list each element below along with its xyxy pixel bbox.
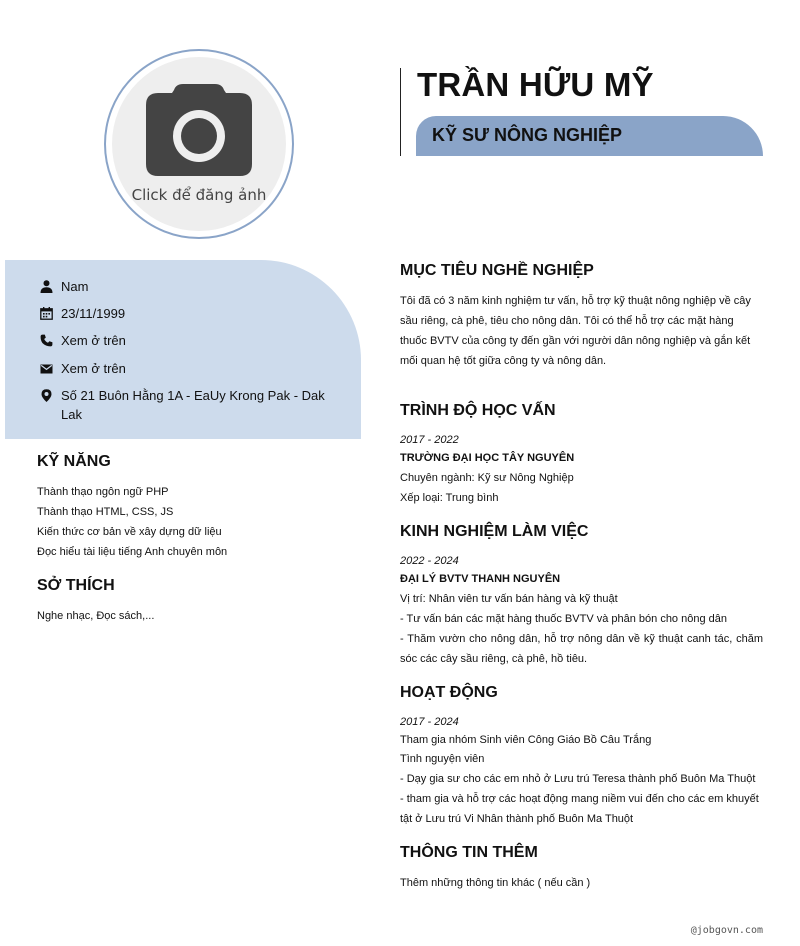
- camera-icon: [146, 84, 252, 176]
- objective-text: Tôi đã có 3 năm kinh nghiệm tư vấn, hỗ trợ kỹ thuật nông nghiệp về cây sầu riêng, cà phê, tiêu cho nông dân. Tôi có thể hỗ trợ các mặt hàng thuốc BVTV của công ty đến gần với người dân nông nghiệp và gắn kết mối quan hệ tốt giữa công ty và nông dân.: [400, 295, 751, 367]
- info-gender: [40, 279, 88, 296]
- activities-period: 2017 - 2024: [400, 716, 459, 728]
- birthday-value: 23/11/1999: [61, 306, 126, 321]
- job-title: KỸ SƯ NÔNG NGHIỆP: [432, 125, 622, 145]
- activities-org: Tham gia nhóm Sinh viên Công Giáo Bồ Câu Trắng: [400, 734, 652, 746]
- avatar-caption: Click để đăng ảnh: [131, 186, 267, 204]
- experience-duty: - Tư vấn bán các mặt hàng thuốc BVTV và phân bón cho nông dân: [400, 613, 727, 625]
- education-school: TRƯỜNG ĐẠI HỌC TÂY NGUYÊN: [400, 452, 575, 464]
- avatar-placeholder[interactable]: [112, 57, 286, 231]
- education-title: TRÌNH ĐỘ HỌC VẤN: [400, 402, 556, 419]
- calendar-icon: [40, 307, 53, 320]
- job-title-banner: [416, 116, 763, 156]
- experience-title: KINH NGHIỆM LÀM VIỆC: [400, 523, 589, 540]
- education-major: Chuyên ngành: Kỹ sư Nông Nghiệp: [400, 472, 574, 484]
- experience-duty: - Thăm vườn cho nông dân, hỗ trợ nông dân về kỹ thuật canh tác, chăm sóc các cây sầu riêng, cà phê, hồ tiêu.: [400, 633, 763, 665]
- address-value: Số 21 Buôn Hằng 1A - EaUy Krong Pak - Dak Lak: [61, 388, 325, 422]
- education-period: 2017 - 2022: [400, 434, 459, 446]
- info-address: [40, 388, 330, 424]
- experience-position: Vị trí: Nhân viên tư vấn bán hàng và kỹ thuật: [400, 593, 618, 605]
- additional-title: THÔNG TIN THÊM: [400, 844, 538, 861]
- candidate-name: TRẦN HỮU MỸ: [417, 66, 654, 103]
- location-pin-icon: [40, 389, 53, 402]
- experience-company: ĐẠI LÝ BVTV THANH NGUYÊN: [400, 573, 561, 585]
- activities-item: - Dạy gia sư cho các em nhỏ ở Lưu trú Teresa thành phố Buôn Ma Thuột: [400, 773, 756, 785]
- info-phone: [40, 333, 126, 350]
- activities-role: Tình nguyện viên: [400, 753, 485, 765]
- info-birthday: [40, 306, 125, 323]
- skill-item: Kiến thức cơ bản về xây dựng dữ liệu: [37, 526, 222, 538]
- avatar-upload[interactable]: [104, 49, 294, 239]
- objective-title: MỤC TIÊU NGHỀ NGHIỆP: [400, 262, 594, 279]
- mail-icon: [40, 362, 53, 375]
- skill-item: Đọc hiểu tài liệu tiếng Anh chuyên môn: [37, 546, 228, 558]
- phone-value: Xem ở trên: [61, 333, 126, 348]
- experience-period: 2022 - 2024: [400, 555, 459, 567]
- skill-item: Thành thạo HTML, CSS, JS: [37, 506, 174, 518]
- hobbies-text: Nghe nhạc, Đọc sách,...: [37, 610, 155, 622]
- phone-icon: [40, 334, 53, 347]
- activities-title: HOẠT ĐỘNG: [400, 684, 498, 701]
- person-icon: [40, 280, 53, 293]
- info-email: [40, 361, 126, 378]
- hobbies-title: SỞ THÍCH: [37, 577, 115, 594]
- header-divider: [400, 68, 401, 156]
- email-value: Xem ở trên: [61, 361, 126, 376]
- gender-value: Nam: [61, 279, 89, 294]
- education-grade: Xếp loại: Trung bình: [400, 492, 499, 504]
- watermark: @jobgovn.com: [690, 925, 763, 936]
- skill-item: Thành thạo ngôn ngữ PHP: [37, 486, 169, 498]
- additional-text: Thêm những thông tin khác ( nếu cần ): [400, 877, 591, 889]
- skills-title: KỸ NĂNG: [37, 453, 111, 470]
- activities-item: - tham gia và hỗ trợ các hoạt động mang niềm vui đến cho các em khuyết tật ở Lưu trú Vi Nhân thành phố Buôn Ma Thuột: [400, 793, 759, 825]
- personal-info-panel: [5, 260, 361, 439]
